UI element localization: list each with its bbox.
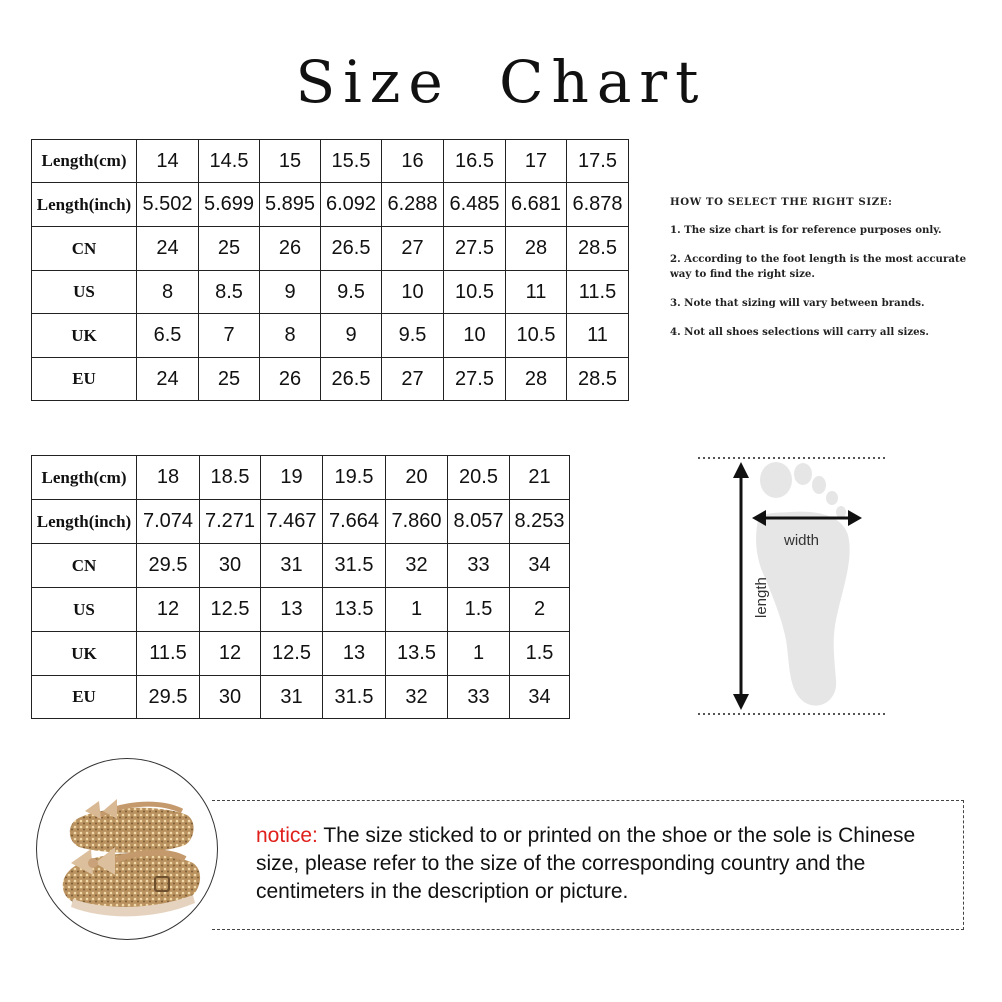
- table-cell: 33: [448, 544, 510, 588]
- table-cell: 26: [260, 227, 321, 271]
- table-cell: 10.5: [444, 271, 506, 314]
- table-cell: 11.5: [137, 632, 200, 676]
- notice-label: notice:: [256, 824, 318, 847]
- table-cell: 6.485: [444, 183, 506, 227]
- table-row: [32, 676, 570, 719]
- row-label: UK: [32, 314, 137, 358]
- table-cell: 6.681: [506, 183, 567, 227]
- table-cell: 1.5: [448, 588, 510, 632]
- table-cell: 8: [260, 314, 321, 358]
- table-row: [32, 588, 570, 632]
- table-cell: 29.5: [137, 544, 200, 588]
- how-to-item: 1. The size chart is for reference purposes only.: [670, 224, 942, 236]
- table-cell: 29.5: [137, 676, 200, 719]
- table-row: [32, 632, 570, 676]
- table-cell: 5.699: [199, 183, 260, 227]
- table-cell: 15: [260, 140, 321, 183]
- table-cell: 13: [323, 632, 386, 676]
- table-cell: 20: [386, 456, 448, 500]
- table-cell: 26.5: [321, 227, 382, 271]
- row-label: EU: [32, 676, 137, 719]
- table-cell: 6.878: [567, 183, 629, 227]
- table-cell: 24: [137, 358, 199, 401]
- table-cell: 10.5: [506, 314, 567, 358]
- table-cell: 32: [386, 544, 448, 588]
- table-cell: 9: [321, 314, 382, 358]
- table-cell: 13.5: [386, 632, 448, 676]
- table-cell: 14.5: [199, 140, 260, 183]
- table-cell: 24: [137, 227, 199, 271]
- shoe-icon: [37, 759, 217, 939]
- row-label: EU: [32, 358, 137, 401]
- table-cell: 7.074: [137, 500, 200, 544]
- length-label: length: [753, 577, 770, 618]
- table-cell: 13.5: [323, 588, 386, 632]
- table-cell: 8: [137, 271, 199, 314]
- table-cell: 27: [382, 358, 444, 401]
- how-to-item: 4. Not all shoes selections will carry all sizes.: [670, 326, 929, 338]
- table-row: [32, 227, 629, 271]
- row-label: Length(inch): [32, 500, 137, 544]
- table-cell: 19.5: [323, 456, 386, 500]
- table-cell: 20.5: [448, 456, 510, 500]
- table-cell: 8.057: [448, 500, 510, 544]
- table-cell: 1.5: [510, 632, 570, 676]
- table-cell: 16: [382, 140, 444, 183]
- table-row: [32, 358, 629, 401]
- table-cell: 17.5: [567, 140, 629, 183]
- table-cell: 9: [260, 271, 321, 314]
- table-cell: 8.253: [510, 500, 570, 544]
- table-cell: 18.5: [200, 456, 261, 500]
- table-row: [32, 140, 629, 183]
- table-cell: 34: [510, 544, 570, 588]
- table-cell: 7.467: [261, 500, 323, 544]
- foot-icon: [756, 462, 850, 706]
- row-label: CN: [32, 544, 137, 588]
- table-cell: 28: [506, 227, 567, 271]
- table-cell: 32: [386, 676, 448, 719]
- table-cell: 8.5: [199, 271, 260, 314]
- size-table-small: [31, 139, 629, 401]
- shoe-photo: [36, 758, 218, 940]
- table-cell: 13: [261, 588, 323, 632]
- table-cell: 26.5: [321, 358, 382, 401]
- table-cell: 19: [261, 456, 323, 500]
- table-row: [32, 456, 570, 500]
- table-cell: 10: [382, 271, 444, 314]
- table-cell: 12.5: [200, 588, 261, 632]
- table-cell: 18: [137, 456, 200, 500]
- how-to-title: HOW TO SELECT THE RIGHT SIZE:: [670, 196, 893, 208]
- table-cell: 1: [448, 632, 510, 676]
- table-cell: 17: [506, 140, 567, 183]
- table-cell: 9.5: [321, 271, 382, 314]
- table-cell: 33: [448, 676, 510, 719]
- row-label: Length(cm): [32, 140, 137, 183]
- table-cell: 30: [200, 676, 261, 719]
- width-label: width: [784, 532, 820, 549]
- length-arrow-head-top: [733, 462, 749, 478]
- table-row: [32, 500, 570, 544]
- table-cell: 31: [261, 544, 323, 588]
- table-cell: 28: [506, 358, 567, 401]
- table-cell: 7: [199, 314, 260, 358]
- table-cell: 31: [261, 676, 323, 719]
- table-cell: 7.860: [386, 500, 448, 544]
- table-cell: 16.5: [444, 140, 506, 183]
- table-cell: 6.092: [321, 183, 382, 227]
- row-label: US: [32, 271, 137, 314]
- how-to-item: 2. According to the foot length is the most accurate way to find the right size.: [670, 253, 967, 280]
- table-row: [32, 271, 629, 314]
- table-cell: 7.664: [323, 500, 386, 544]
- row-label: UK: [32, 632, 137, 676]
- table-cell: 1: [386, 588, 448, 632]
- table-cell: 7.271: [200, 500, 261, 544]
- length-arrow-head-bottom: [733, 694, 749, 710]
- table-row: [32, 314, 629, 358]
- how-to-select-section: [670, 195, 990, 354]
- table-cell: 5.895: [260, 183, 321, 227]
- table-cell: 12: [200, 632, 261, 676]
- table-cell: 27.5: [444, 358, 506, 401]
- table-cell: 6.288: [382, 183, 444, 227]
- size-table-large: [31, 455, 570, 719]
- table-cell: 11: [506, 271, 567, 314]
- table-cell: 27.5: [444, 227, 506, 271]
- table-cell: 2: [510, 588, 570, 632]
- table-cell: 31.5: [323, 676, 386, 719]
- table-cell: 27: [382, 227, 444, 271]
- row-label: CN: [32, 227, 137, 271]
- table-cell: 14: [137, 140, 199, 183]
- foot-measure-diagram: [696, 450, 896, 722]
- table-cell: 5.502: [137, 183, 199, 227]
- table-cell: 11.5: [567, 271, 629, 314]
- row-label: Length(cm): [32, 456, 137, 500]
- table-cell: 25: [199, 358, 260, 401]
- table-cell: 34: [510, 676, 570, 719]
- table-cell: 26: [260, 358, 321, 401]
- width-arrow-head-right: [848, 510, 862, 526]
- table-cell: 12: [137, 588, 200, 632]
- table-cell: 6.5: [137, 314, 199, 358]
- row-label: US: [32, 588, 137, 632]
- notice-text: [256, 822, 961, 906]
- table-cell: 28.5: [567, 227, 629, 271]
- row-label: Length(inch): [32, 183, 137, 227]
- notice-body: The size sticked to or printed on the shoe or the sole is Chinese size, please refer to the size of the corresponding country and the centimeters in the description or picture.: [256, 824, 916, 903]
- table-cell: 15.5: [321, 140, 382, 183]
- table-cell: 21: [510, 456, 570, 500]
- table-cell: 9.5: [382, 314, 444, 358]
- table-cell: 12.5: [261, 632, 323, 676]
- table-cell: 30: [200, 544, 261, 588]
- table-cell: 28.5: [567, 358, 629, 401]
- how-to-item: 3. Note that sizing will vary between brands.: [670, 297, 925, 309]
- table-cell: 11: [567, 314, 629, 358]
- table-cell: 25: [199, 227, 260, 271]
- table-row: [32, 544, 570, 588]
- table-cell: 31.5: [323, 544, 386, 588]
- table-cell: 10: [444, 314, 506, 358]
- table-row: [32, 183, 629, 227]
- page-title: Size Chart: [295, 48, 707, 116]
